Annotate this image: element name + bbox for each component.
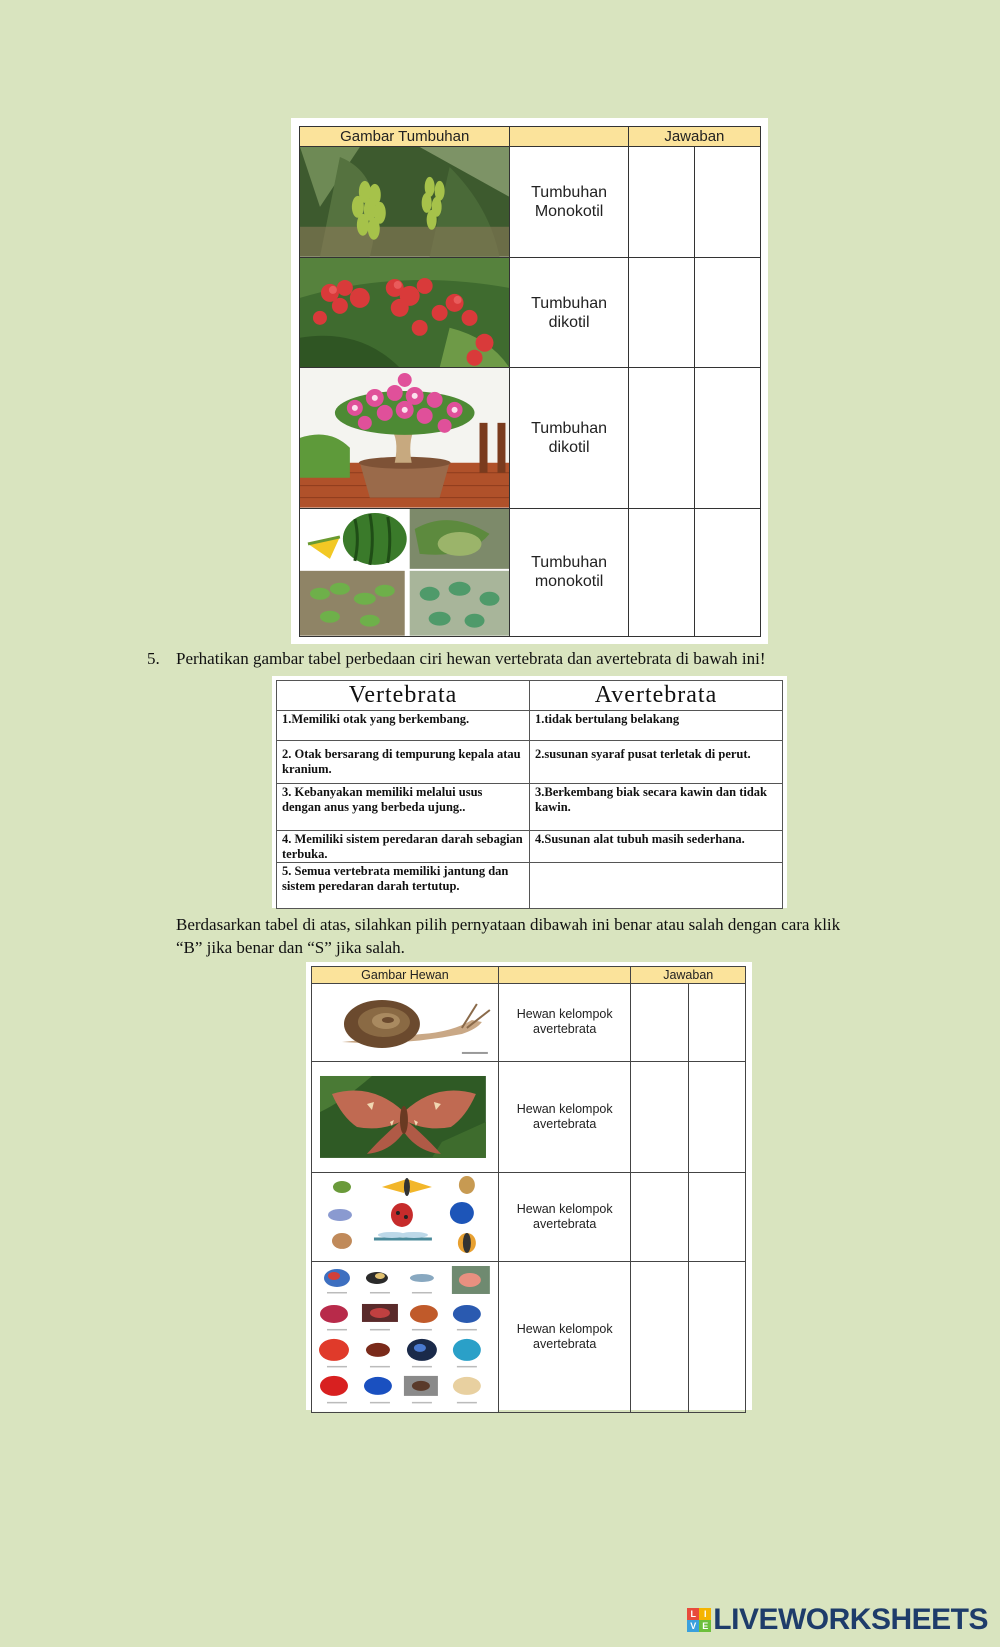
vert-row bbox=[277, 863, 783, 909]
plant-label-line2: dikotil bbox=[548, 313, 590, 331]
instruction-line2: “B” jika benar dan “S” jika salah. bbox=[176, 938, 405, 957]
avert-cell bbox=[530, 863, 783, 909]
vert-cell: 4. Memiliki sistem peredaran darah sebagian terbuka. bbox=[277, 831, 530, 863]
plant-label-line2: Monokotil bbox=[534, 202, 604, 220]
answer-cell-b[interactable] bbox=[628, 368, 694, 509]
plant-table-header bbox=[300, 127, 761, 147]
plant-label-line1: Tumbuhan bbox=[531, 294, 608, 312]
answer-cell-s[interactable] bbox=[694, 147, 760, 258]
animal-header-middle bbox=[498, 967, 631, 984]
vert-header-avertebrata: Avertebrata bbox=[530, 681, 783, 711]
rambutan-tree-image bbox=[300, 257, 510, 368]
plant-header-image: Gambar Tumbuhan bbox=[300, 127, 510, 147]
plant-header-middle bbox=[510, 127, 628, 147]
adenium-flower-pot-image bbox=[300, 368, 510, 509]
instruction-line1: Berdasarkan tabel di atas, silahkan pilih pernyataan dibawah ini benar atau salah dengan cara klik bbox=[176, 915, 841, 934]
vert-cell: 5. Semua vertebrata memiliki jantung dan sistem peredaran darah tertutup. bbox=[277, 863, 530, 909]
answer-cell-s[interactable] bbox=[688, 1172, 745, 1261]
vert-cell: 2. Otak bersarang di tempurung kepala atau kranium. bbox=[277, 741, 530, 784]
answer-cell-b[interactable] bbox=[631, 984, 688, 1062]
betta-fish-collection-image bbox=[312, 1261, 499, 1412]
plant-label-line2: monokotil bbox=[534, 573, 604, 591]
vert-row bbox=[277, 831, 783, 863]
animal-table bbox=[311, 966, 746, 1413]
animal-label bbox=[498, 984, 631, 1062]
vert-table-header bbox=[277, 681, 783, 711]
snail-image bbox=[312, 984, 499, 1062]
answer-cell-s[interactable] bbox=[694, 368, 760, 509]
animal-row bbox=[312, 1261, 746, 1412]
animal-row bbox=[312, 984, 746, 1062]
plant-label-line2: dikotil bbox=[548, 439, 590, 457]
watermelon-and-seedlings-image bbox=[300, 509, 510, 637]
banana-plant-image bbox=[300, 147, 510, 258]
animal-label-line1: Hewan kelompok bbox=[516, 1007, 613, 1022]
plant-row bbox=[300, 509, 761, 637]
plant-label-line1: Tumbuhan bbox=[531, 420, 608, 438]
logo-mark-icon bbox=[687, 1608, 711, 1632]
animal-label-line2: avertebrata bbox=[533, 1336, 597, 1351]
question-text: Perhatikan gambar tabel perbedaan ciri hewan vertebrata dan avertebrata di bawah ini! bbox=[176, 649, 766, 668]
avert-cell: 4.Susunan alat tubuh masih sederhana. bbox=[530, 831, 783, 863]
plant-label bbox=[510, 147, 628, 258]
answer-cell-s[interactable] bbox=[688, 1061, 745, 1172]
animal-label-line2: avertebrata bbox=[533, 1216, 597, 1231]
answer-cell-s[interactable] bbox=[688, 1261, 745, 1412]
question-number: 5. bbox=[147, 649, 160, 668]
plant-row bbox=[300, 368, 761, 509]
animal-label-line2: avertebrata bbox=[533, 1022, 597, 1037]
answer-cell-s[interactable] bbox=[694, 257, 760, 368]
vert-cell: 1.Memiliki otak yang berkembang. bbox=[277, 711, 530, 741]
logo-mark-tile: I bbox=[699, 1608, 711, 1620]
answer-cell-s[interactable] bbox=[694, 509, 760, 637]
avert-cell: 2.susunan syaraf pusat terletak di perut. bbox=[530, 741, 783, 784]
plant-table bbox=[299, 126, 761, 637]
plant-row bbox=[300, 257, 761, 368]
answer-cell-b[interactable] bbox=[631, 1061, 688, 1172]
liveworksheets-logo[interactable] bbox=[687, 1603, 988, 1637]
animal-label-line2: avertebrata bbox=[533, 1116, 597, 1131]
answer-cell-s[interactable] bbox=[688, 984, 745, 1062]
atlas-moth-image bbox=[312, 1061, 499, 1172]
vert-row bbox=[277, 741, 783, 784]
vert-cell: 3. Kebanyakan memiliki melalui usus dengan anus yang berbeda ujung.. bbox=[277, 784, 530, 831]
logo-mark-tile: E bbox=[699, 1620, 711, 1632]
answer-cell-b[interactable] bbox=[628, 257, 694, 368]
insects-collection-image bbox=[312, 1172, 499, 1261]
plant-table-image bbox=[291, 118, 768, 644]
animal-header-answer: Jawaban bbox=[631, 967, 746, 984]
plant-row bbox=[300, 147, 761, 258]
avert-cell: 3.Berkembang biak secara kawin dan tidak kawin. bbox=[530, 784, 783, 831]
animal-table-header bbox=[312, 967, 746, 984]
animal-row bbox=[312, 1061, 746, 1172]
avert-cell: 1.tidak bertulang belakang bbox=[530, 711, 783, 741]
answer-cell-b[interactable] bbox=[631, 1261, 688, 1412]
animal-label-line1: Hewan kelompok bbox=[516, 1321, 613, 1336]
plant-label bbox=[510, 368, 628, 509]
answer-cell-b[interactable] bbox=[628, 147, 694, 258]
animal-label-line1: Hewan kelompok bbox=[516, 1101, 613, 1116]
animal-label bbox=[498, 1261, 631, 1412]
answer-cell-b[interactable] bbox=[628, 509, 694, 637]
vertebrata-table bbox=[276, 680, 783, 909]
animal-label bbox=[498, 1061, 631, 1172]
animal-label bbox=[498, 1172, 631, 1261]
logo-text: LIVEWORKSHEETS bbox=[713, 1603, 988, 1636]
animal-label-line1: Hewan kelompok bbox=[516, 1201, 613, 1216]
answer-cell-b[interactable] bbox=[631, 1172, 688, 1261]
animal-header-image: Gambar Hewan bbox=[312, 967, 499, 984]
animal-table-image bbox=[306, 962, 752, 1410]
vert-row bbox=[277, 711, 783, 741]
vertebrata-table-image bbox=[272, 676, 787, 908]
vert-header-vertebrata: Vertebrata bbox=[277, 681, 530, 711]
vert-row bbox=[277, 784, 783, 831]
animal-row bbox=[312, 1172, 746, 1261]
logo-mark-tile: V bbox=[687, 1620, 699, 1632]
plant-label-line1: Tumbuhan bbox=[531, 554, 608, 572]
logo-mark-tile: L bbox=[687, 1608, 699, 1620]
plant-label bbox=[510, 257, 628, 368]
plant-header-answer: Jawaban bbox=[628, 127, 760, 147]
plant-label-line1: Tumbuhan bbox=[531, 183, 608, 201]
plant-label bbox=[510, 509, 628, 637]
